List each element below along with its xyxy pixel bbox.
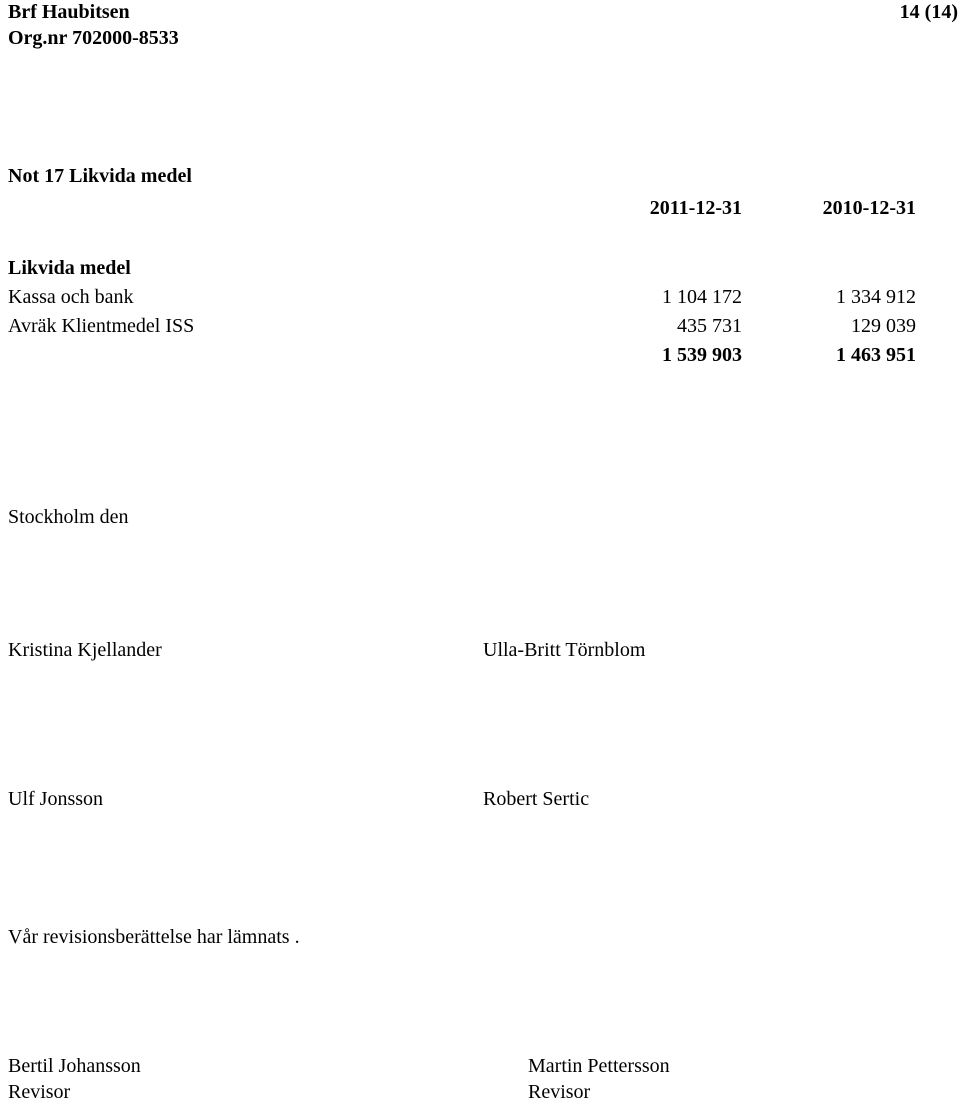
row-label: Kassa och bank	[8, 286, 134, 308]
signatory-name: Kristina Kjellander	[8, 639, 162, 661]
org-number: Org.nr 702000-8533	[8, 27, 179, 49]
auditor-role: Revisor	[8, 1081, 71, 1103]
auditor-role: Revisor	[528, 1081, 591, 1103]
auditor-name: Bertil Johansson	[8, 1055, 141, 1077]
col-header-2011: 2011-12-31	[649, 197, 742, 219]
col-header-2010: 2010-12-31	[822, 197, 916, 219]
company-name: Brf Haubitsen	[8, 1, 130, 23]
row-value-2010: 129 039	[851, 315, 916, 337]
audit-statement: Vår revisionsberättelse har lämnats .	[8, 926, 300, 948]
signatory-name: Robert Sertic	[483, 788, 590, 810]
row-label: Avräk Klientmedel ISS	[8, 315, 195, 337]
signatory-name: Ulf Jonsson	[8, 788, 104, 810]
row-value-2011: 1 104 172	[662, 286, 742, 308]
page-number: 14 (14)	[899, 1, 958, 23]
section-label: Likvida medel	[8, 257, 131, 279]
place-date: Stockholm den	[8, 506, 129, 528]
auditor-name: Martin Pettersson	[528, 1055, 670, 1077]
total-2010: 1 463 951	[836, 344, 916, 366]
note-title: Not 17 Likvida medel	[8, 165, 192, 187]
total-2011: 1 539 903	[662, 344, 742, 366]
row-value-2010: 1 334 912	[836, 286, 916, 308]
signatory-name: Ulla-Britt Törnblom	[483, 639, 646, 661]
row-value-2011: 435 731	[677, 315, 742, 337]
